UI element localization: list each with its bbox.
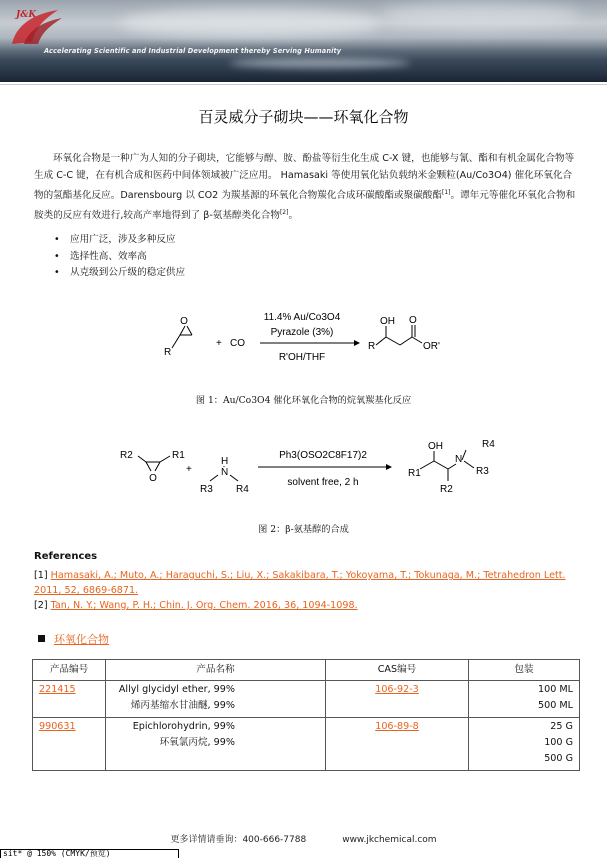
product-number-link[interactable]: 221415 [39, 684, 76, 695]
banner-tagline: Accelerating Scientific and Industrial Development thereby Serving Humanity [44, 47, 342, 55]
banner-cloud [380, 2, 580, 28]
header-divider [0, 84, 607, 85]
citation-2: [2] [279, 209, 289, 217]
feature-list [70, 232, 185, 282]
status-bar: sit* @ 150% (CMYK/预览) [0, 849, 179, 858]
banner-glow [230, 58, 410, 68]
arrow-head-icon [354, 340, 360, 346]
co-reagent: CO [230, 338, 245, 349]
website-link[interactable]: www.jkchemical.com [342, 835, 437, 845]
reference-item: [1] Hamasaki, A.; Muto, A.; Haraguchi, S.; Liu, X.; Sakakibara, T.; Yokoyama, T.; Tokunaga, M.; Tetrahedron Lett. 2011, 52, 6869-6871. [34, 570, 566, 596]
product-r2-group: R2 [440, 484, 453, 495]
reaction-condition: solvent free, 2 h [287, 477, 359, 488]
product-name-en: Allyl glycidyl ether, 99% [118, 684, 235, 695]
amine-hydrogen: H [221, 456, 229, 467]
page-title: 百灵威分子砌块——环氧化合物 [198, 108, 409, 126]
product-nitrogen: N [455, 454, 463, 465]
product-hydroxyl: OH [428, 441, 443, 452]
reagent-ligand: Pyrazole (3%) [270, 327, 334, 338]
column-header: 产品编号 [33, 660, 106, 681]
column-header: 产品名称 [106, 660, 326, 681]
references-heading: References [34, 551, 98, 562]
product-r4-group: R4 [482, 439, 495, 450]
epoxide-oxygen: O [149, 473, 157, 484]
list-item: • 从克级到公斤级的稳定供应 [70, 265, 185, 282]
product-table [32, 659, 580, 771]
r4-group: R4 [236, 484, 249, 495]
column-header: CAS编号 [326, 660, 469, 681]
references-list [34, 568, 579, 613]
reaction-scheme-2 [118, 436, 498, 508]
table-header-row [33, 660, 580, 681]
reaction-catalyst: Ph3(OSO2C8F17)2 [279, 450, 367, 461]
product-carbonyl-oxygen: O [409, 315, 417, 326]
epoxide-structure [138, 456, 170, 471]
figure-caption-2: 图 2：β-氨基醇的合成 [258, 524, 349, 535]
reference-link-2[interactable]: Tan, N. Y.; Wang, P. H.; Chin. J. Org. Chem. 2016, 36, 1094-1098. [50, 600, 358, 611]
reference-link-1[interactable]: Hamasaki, A.; Muto, A.; Haraguchi, S.; Liu, X.; Sakakibara, T.; Yokoyama, T.; Tokunaga, M.; Tetrahedron Lett. 2011, 52, 6869-6871. [34, 570, 566, 596]
arrow-head-icon [386, 464, 392, 470]
cas-number-link[interactable]: 106-89-8 [375, 721, 419, 732]
table-row [33, 718, 580, 771]
figure-caption-1: 图 1：Au/Co3O4 催化环氧化合物的烷氧羰基化反应 [195, 395, 412, 406]
banner-cloud [120, 8, 380, 38]
company-logo [6, 4, 66, 48]
column-header: 包装 [469, 660, 580, 681]
reagent-solvent: R'OH/THF [278, 352, 326, 363]
reaction-scheme-1 [160, 305, 450, 375]
plus-sign: + [216, 338, 222, 349]
pack-size: 25 G [550, 721, 573, 732]
page-footer [0, 832, 607, 845]
plus-sign: + [186, 464, 192, 475]
pack-size: 500 ML [538, 700, 573, 711]
pack-size: 100 ML [538, 684, 573, 695]
amine-nitrogen: N [221, 467, 229, 478]
product-r-group: R [368, 341, 376, 352]
list-item: • 应用广泛，涉及多种反应 [70, 232, 185, 249]
cas-number-link[interactable]: 106-92-3 [375, 684, 419, 695]
pack-size: 100 G [544, 737, 573, 748]
product-number-link[interactable]: 990631 [39, 721, 76, 732]
hotline-text: 更多详情请垂询：400-666-7788 [170, 835, 307, 845]
table-row [33, 681, 580, 718]
product-hydroxyl: OH [380, 316, 395, 327]
epoxide-oxygen: O [180, 316, 188, 327]
product-r3-group: R3 [476, 466, 489, 477]
square-bullet-icon [38, 635, 45, 642]
product-structure [420, 450, 474, 481]
header-banner [0, 0, 607, 82]
r3-group: R3 [200, 484, 213, 495]
reagent-catalyst: 11.4% Au/Co3O4 [263, 312, 341, 323]
r1-group: R1 [172, 450, 185, 461]
product-name-cn: 烯丙基缩水甘油醚, 99% [130, 700, 235, 711]
pack-size: 500 G [544, 753, 573, 764]
product-name-en: Epichlorohydrin, 99% [132, 721, 235, 732]
product-r1-group: R1 [408, 468, 421, 479]
product-ester: OR' [423, 341, 440, 352]
section-title[interactable]: 环氧化合物 [54, 633, 109, 646]
r2-group: R2 [120, 450, 133, 461]
r-group: R [164, 347, 172, 358]
section-heading [38, 631, 109, 647]
epoxide-structure [172, 326, 192, 348]
citation-1: [1] [441, 189, 451, 196]
intro-paragraph: 环氧化合物是一种广为人知的分子砌块，它能够与醇、胺、酚盐等衍生化生成 C-X 键，也能够与氰、酯和有机金属化合物等生成 C-C 键，在有机合成和医药中间体领域被广泛应用。 Hamasaki 等使用氧化钴负载纳米金颗粒(Au/Co3O4) 催化环氧化合物的氢酯基化反应。Darensbourg 以 CO2 为羰基源的环氧化合物羰化合成环碳酸酯或聚碳酸酯[1]。谭年元等催化环氧化合物和胺类的反应有效进行,较高产率地得到了 β-氨基醇类化合物[2]。 [34, 153, 576, 222]
reference-item: [2] Tan, N. Y.; Wang, P. H.; Chin. J. Org. Chem. 2016, 36, 1094-1098. [34, 600, 358, 611]
logo-text: J&K [16, 10, 37, 20]
product-structure [376, 325, 422, 345]
product-name-cn: 环氧氯丙烷, 99% [159, 737, 235, 748]
list-item: • 选择性高、效率高 [70, 249, 185, 266]
